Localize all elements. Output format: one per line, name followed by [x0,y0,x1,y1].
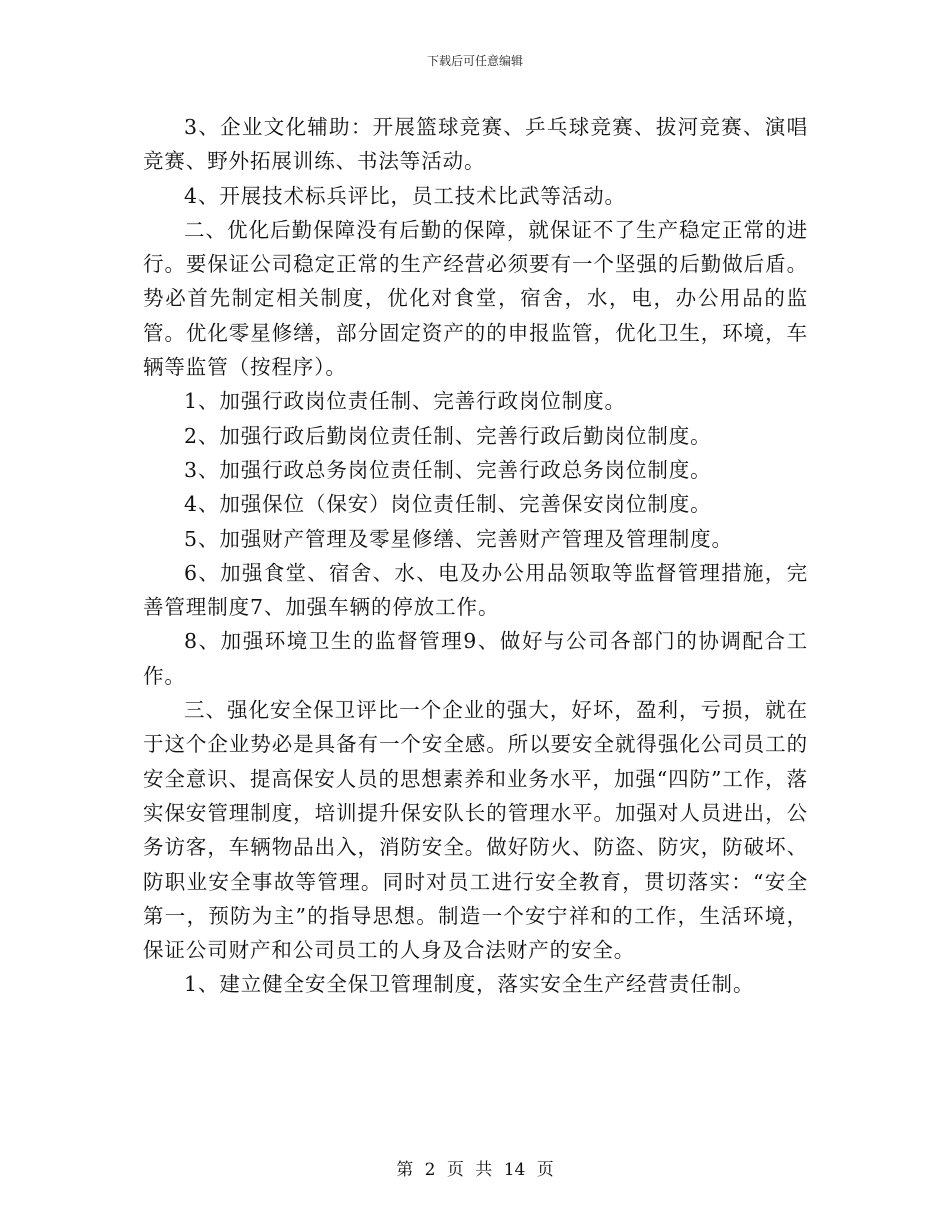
paragraph: 2、加强行政后勤岗位责任制、完善行政后勤岗位制度。 [184,423,712,448]
paragraph: 3、企业文化辅助：开展篮球竞赛、乒乓球竞赛、拔河竞赛、演唱竞赛、野外拓展训练、书法等活动。 [143,115,808,174]
paragraph: 三、强化安全保卫评比一个企业的强大，好坏，盈利，亏损，就在于这个企业势必是具备有一个安全感。所以要安全就得强化公司员工的安全意识、提高保安人员的思想素养和业务水平，加强“四防”工作，落实保安管理制度，培训提升保安队长的管理水平。加强对人员进出，公务访客，车辆物品出入，消防安全。做好防火、防盗、防灾，防破坏、防职业安全事故等管理。同时对员工进行安全教育，贯切落实：“安全第一，预防为主”的指导思想。制造一个安宁祥和的工作，生活环境，保证公司财产和公司员工的人身及合法财产的安全。 [143,698,808,963]
paragraph: 6、加强食堂、宿舍、水、电及办公用品领取等监督管理措施，完善管理制度7、加强车辆的停放工作。 [143,560,808,620]
paragraph: 8、加强环境卫生的监督管理9、做好与公司各部门的协调配合工作。 [143,629,808,688]
paragraph: 5、加强财产管理及零星修缮、完善财产管理及管理制度。 [184,526,733,551]
paragraph: 4、加强保位（保安）岗位责任制、完善保安岗位制度。 [184,492,712,517]
paragraph: 4、开展技术标兵评比，员工技术比武等活动。 [184,183,626,208]
header-note: 下载后可任意编辑 [426,54,523,68]
paragraph: 1、建立健全安全保卫管理制度，落实安全生产经营责任制。 [184,972,755,997]
paragraph: 3、加强行政总务岗位责任制、完善行政总务岗位制度。 [184,457,712,482]
paragraph: 二、优化后勤保障没有后勤的保障，就保证不了生产稳定正常的进行。要保证公司稳定正常的生产经营必须要有一个坚强的后勤做后盾。势必首先制定相关制度，优化对食堂，宿舍，水，电，办公用品的监管。优化零星修缮，部分固定资产的的申报监管，优化卫生，环境，车辆等监管（按程序）。 [143,217,808,380]
page-number: 第 2 页 共 14 页 [396,1160,554,1180]
body-text [143,110,808,1002]
paragraph: 1、加强行政岗位责任制、完善行政岗位制度。 [184,389,626,414]
